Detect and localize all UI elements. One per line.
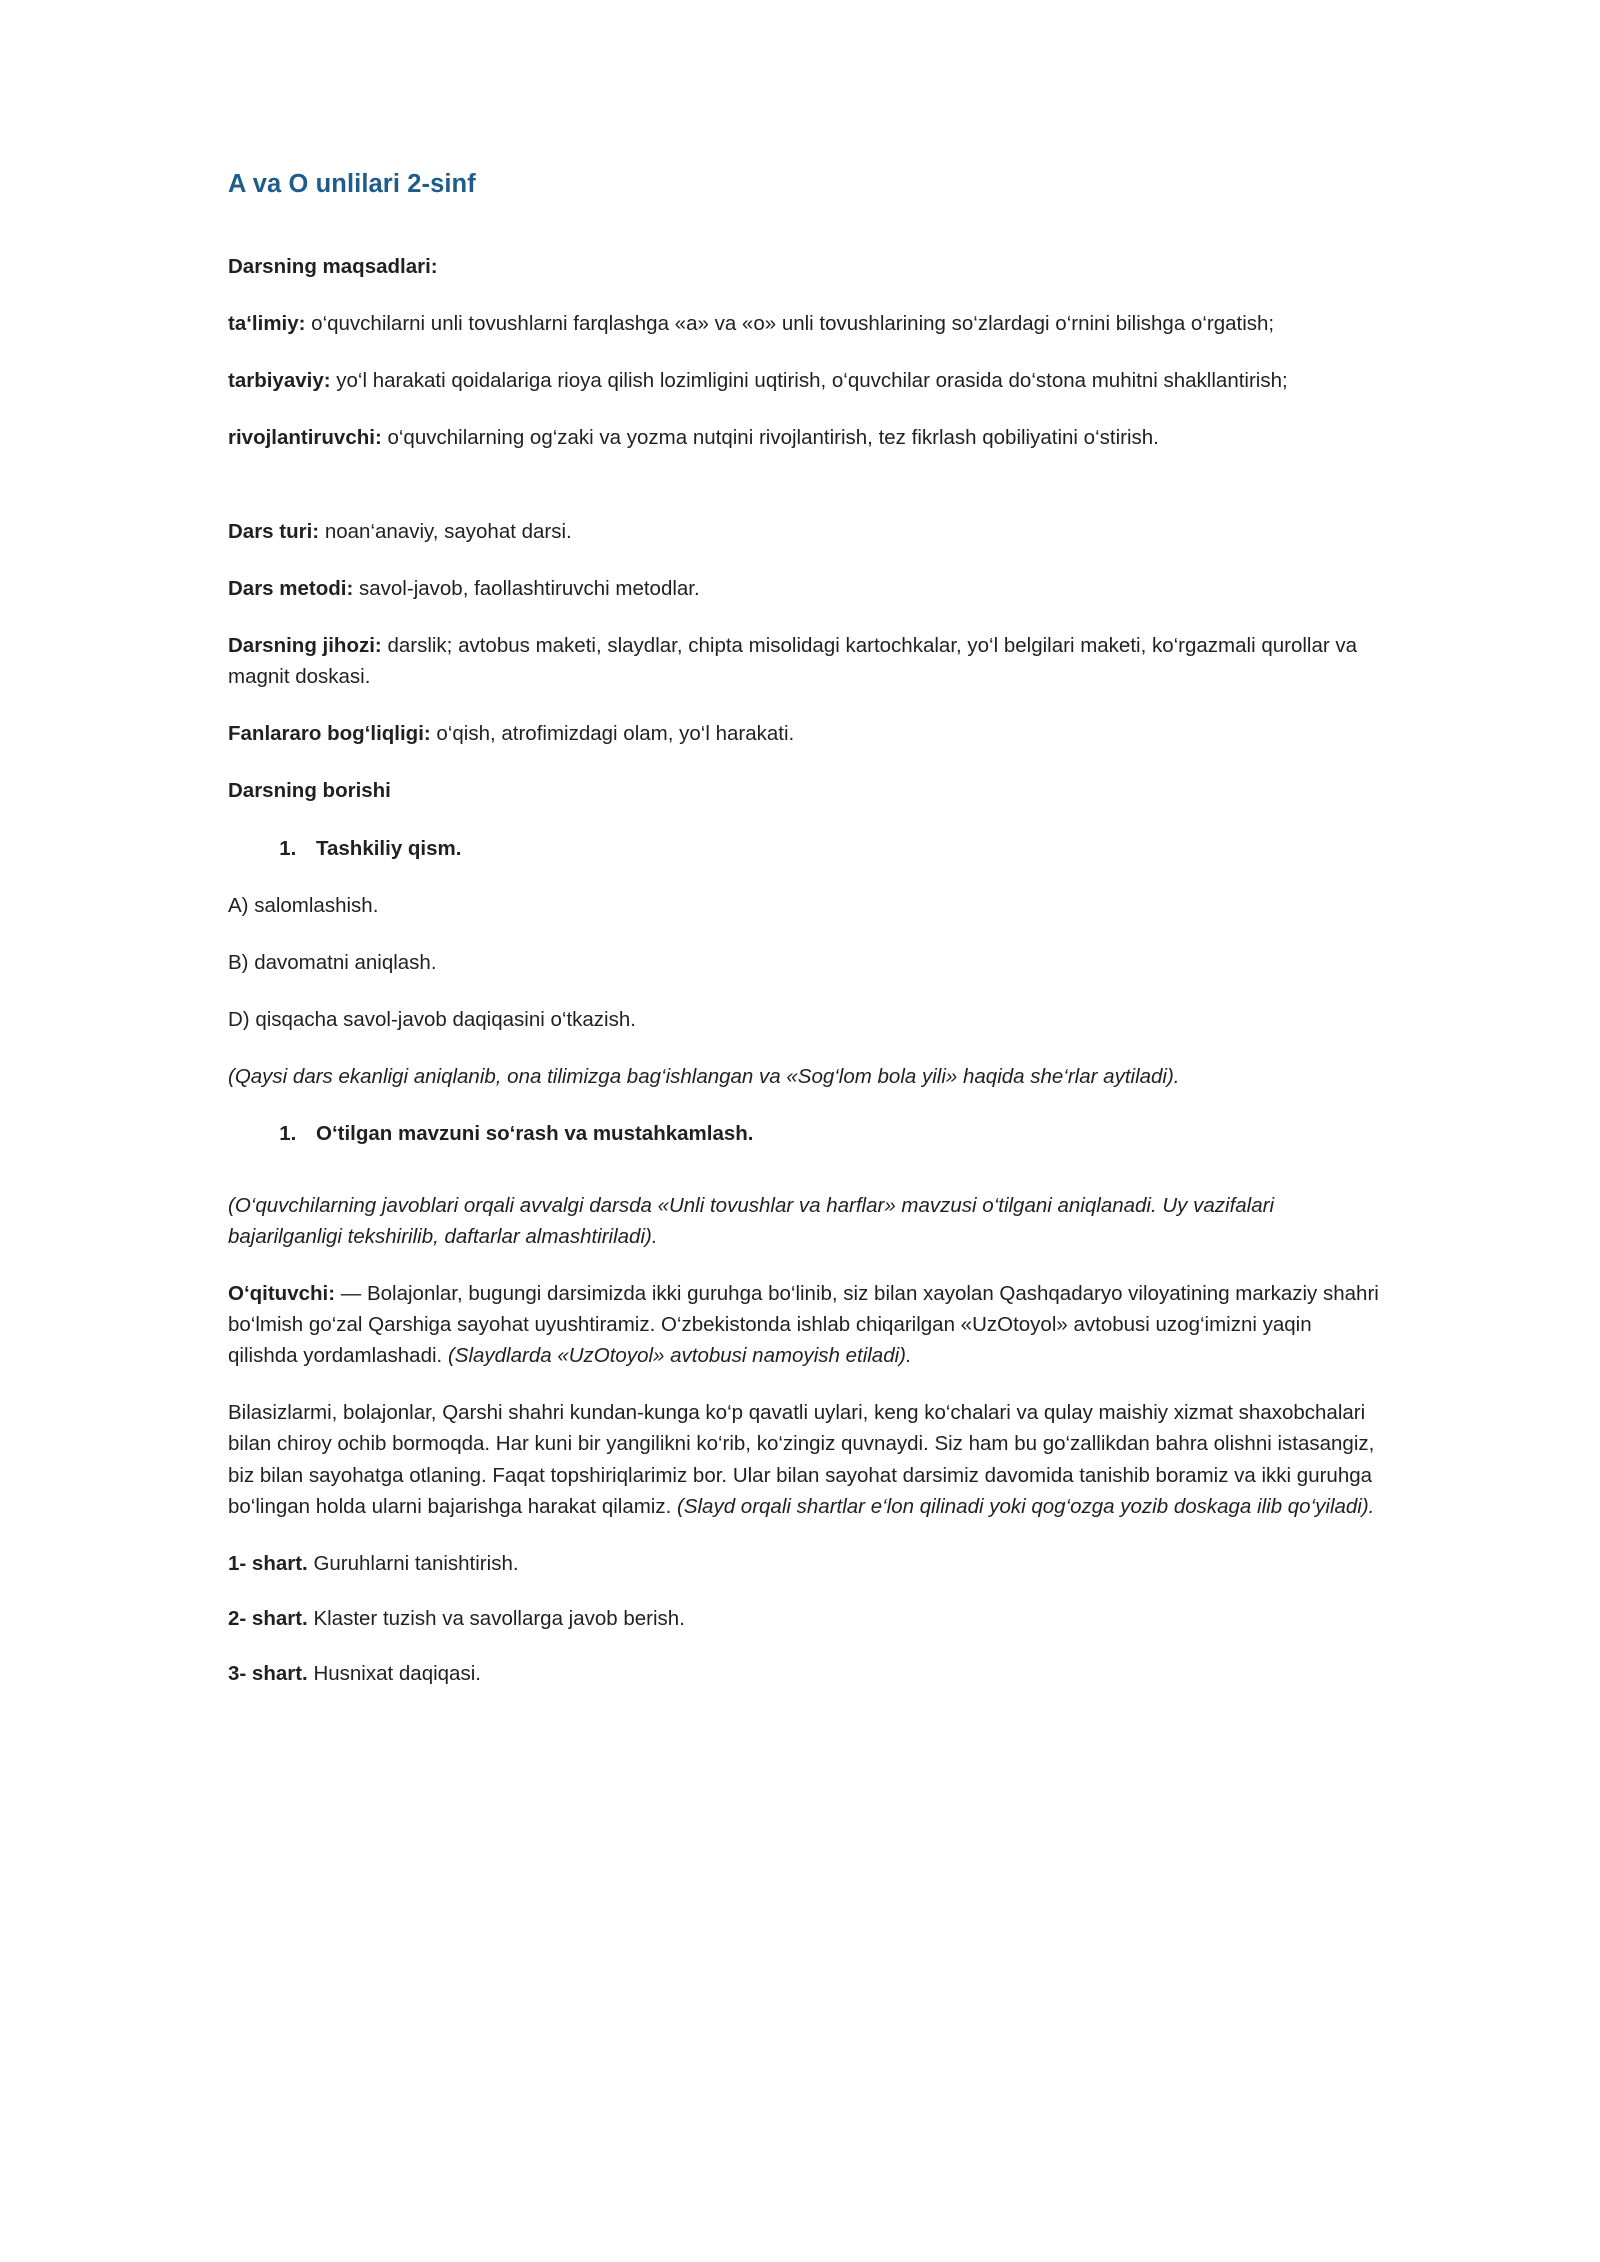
teacher-label: O‘qituvchi: [228, 1281, 336, 1305]
main-paragraph-text: Bilasizlarmi, bolajonlar, Qarshi shahri kundan-kunga ko‘p qavatli uylari, keng ko‘chalari va qulay maishiy xizmat shaxobchalari bilan chiroy ochib bormoqda. Har kuni bir yangilikni ko‘rib, ko‘zingiz quvnaydi. Siz ham bu go‘zallikdan bahra olishni istasangiz, biz bilan sayohatga otlaning. Faqat topshiriqlarimiz bor. Ular bilan sayohat darsimiz davomida tanishib boramiz va ikki guruhga bo‘lingan holda ularni bajarishga harakat qilamiz. [228, 1401, 1375, 1518]
note-first-text: (Qaysi dars ekanligi aniqlanib, ona tilimizga bag‘ishlangan va «Sog‘lom bola yili» haqida she‘rlar aytiladi). [228, 1065, 1180, 1089]
shart-2 [228, 1603, 1382, 1634]
goals-heading-text: Darsning maqsadlari: [228, 255, 438, 278]
goal-talimiy-label: ta‘limiy: [228, 312, 306, 336]
meta-dars-turi-text: noan‘anaviy, sayohat darsi. [319, 519, 572, 543]
main-paragraph [228, 1397, 1382, 1522]
section-spacer [228, 480, 1382, 516]
meta-dars-metodi [228, 573, 1382, 604]
goal-talimiy [228, 308, 1382, 339]
teacher-paragraph [228, 1278, 1382, 1371]
list-item: 1. Tashkiliy qism. [302, 833, 1382, 864]
meta-fanlararo-label: Fanlararo bog‘liqligi: [228, 722, 431, 746]
goal-rivojlantiruvchi-label: rivojlantiruvchi: [228, 426, 382, 450]
paragraph-spacer [228, 1176, 1382, 1190]
teacher-text: — Bolajonlar, bugungi darsimizda ikki guruhga bo‘linib, siz bilan xayolan Qashqadaryo viloyatining markaziy shahri bo‘lmish go‘zal Qarshiga sayohat uyushtiramiz. O‘zbekistonda ishlab chiqarilgan «UzOtoyol» avtobusi uzog‘imizni yaqin qilishda yordamlashadi. [228, 1281, 1379, 1368]
shart-1 [228, 1548, 1382, 1579]
goal-tarbiyaviy [228, 365, 1382, 396]
list-item: 1. O‘tilgan mavzuni so‘rash va mustahkamlash. [302, 1118, 1382, 1149]
ordered-list-tashkiliy [228, 833, 1382, 864]
goal-tarbiyaviy-text: yo‘l harakati qoidalariga rioya qilish lozimligini uqtirish, o‘quvchilar orasida do‘stona muhitni shakllantirish; [330, 369, 1288, 393]
shart-3-text: Husnixat daqiqasi. [307, 1662, 481, 1686]
meta-dars-metodi-label: Dars metodi: [228, 576, 354, 600]
step-a: A) salomlashish. [228, 893, 379, 917]
meta-darsning-jihozi-label: Darsning jihozi: [228, 633, 382, 657]
goal-rivojlantiruvchi [228, 422, 1382, 453]
goal-talimiy-text: o‘quvchilarni unli tovushlarni farqlashga «a» va «o» unli tovushlarining so‘zlardagi o‘rnini bilishga o‘rgatish; [305, 312, 1275, 336]
page-title: A va O unlilari 2-sinf [228, 170, 476, 198]
ordered-list-otilgan [228, 1118, 1382, 1149]
note-second-text: (O‘quvchilarning javoblari orqali avvalgi darsda «Unli tovushlar va harflar» mavzusi o‘tilgani aniqlanadi. Uy vazifalari bajarilganligi tekshirilib, daftarlar almashtiriladi). [228, 1193, 1275, 1248]
shart-2-text: Klaster tuzish va savollarga javob berish. [307, 1607, 685, 1631]
goals-heading [228, 251, 1382, 282]
note-second [228, 1190, 1382, 1252]
goal-rivojlantiruvchi-text: o‘quvchilarning og‘zaki va yozma nutqini rivojlantirish, tez fikrlash qobiliyatini o‘stirish. [381, 426, 1159, 450]
meta-fanlararo-text: o‘qish, atrofimizdagi olam, yo‘l harakati. [430, 722, 795, 746]
meta-fanlararo [228, 718, 1382, 749]
goal-tarbiyaviy-label: tarbiyaviy: [228, 369, 331, 393]
shart-3 [228, 1658, 1382, 1689]
shart-1-text: Guruhlarni tanishtirish. [307, 1551, 519, 1575]
meta-dars-metodi-text: savol-javob, faollashtiruvchi metodlar. [353, 576, 700, 600]
shart-3-label: 3- shart. [228, 1662, 308, 1686]
step-d: D) qisqacha savol-javob daqiqasini o‘tkazish. [228, 1008, 636, 1032]
main-paragraph-italic-note: (Slayd orqali shartlar e‘lon qilinadi yoki qog‘ozga yozib doskaga ilib qo‘yiladi). [677, 1494, 1375, 1518]
step-b: B) davomatni aniqlash. [228, 950, 437, 974]
process-heading [228, 775, 1382, 806]
meta-darsning-jihozi [228, 630, 1382, 692]
note-first [228, 1061, 1382, 1092]
steps-group [228, 890, 1382, 1035]
meta-dars-turi [228, 516, 1382, 547]
shart-1-label: 1- shart. [228, 1551, 308, 1575]
shart-2-label: 2- shart. [228, 1607, 308, 1631]
process-heading-text: Darsning borishi [228, 779, 391, 803]
meta-darsning-jihozi-text: darslik; avtobus maketi, slaydlar, chipta misolidagi kartochkalar, yo‘l belgilari maketi, ko‘rgazmali qurollar va magnit doskasi. [228, 633, 1358, 689]
meta-dars-turi-label: Dars turi: [228, 519, 320, 543]
teacher-italic-note: (Slaydlarda «UzOtoyol» avtobusi namoyish etiladi). [447, 1344, 912, 1368]
